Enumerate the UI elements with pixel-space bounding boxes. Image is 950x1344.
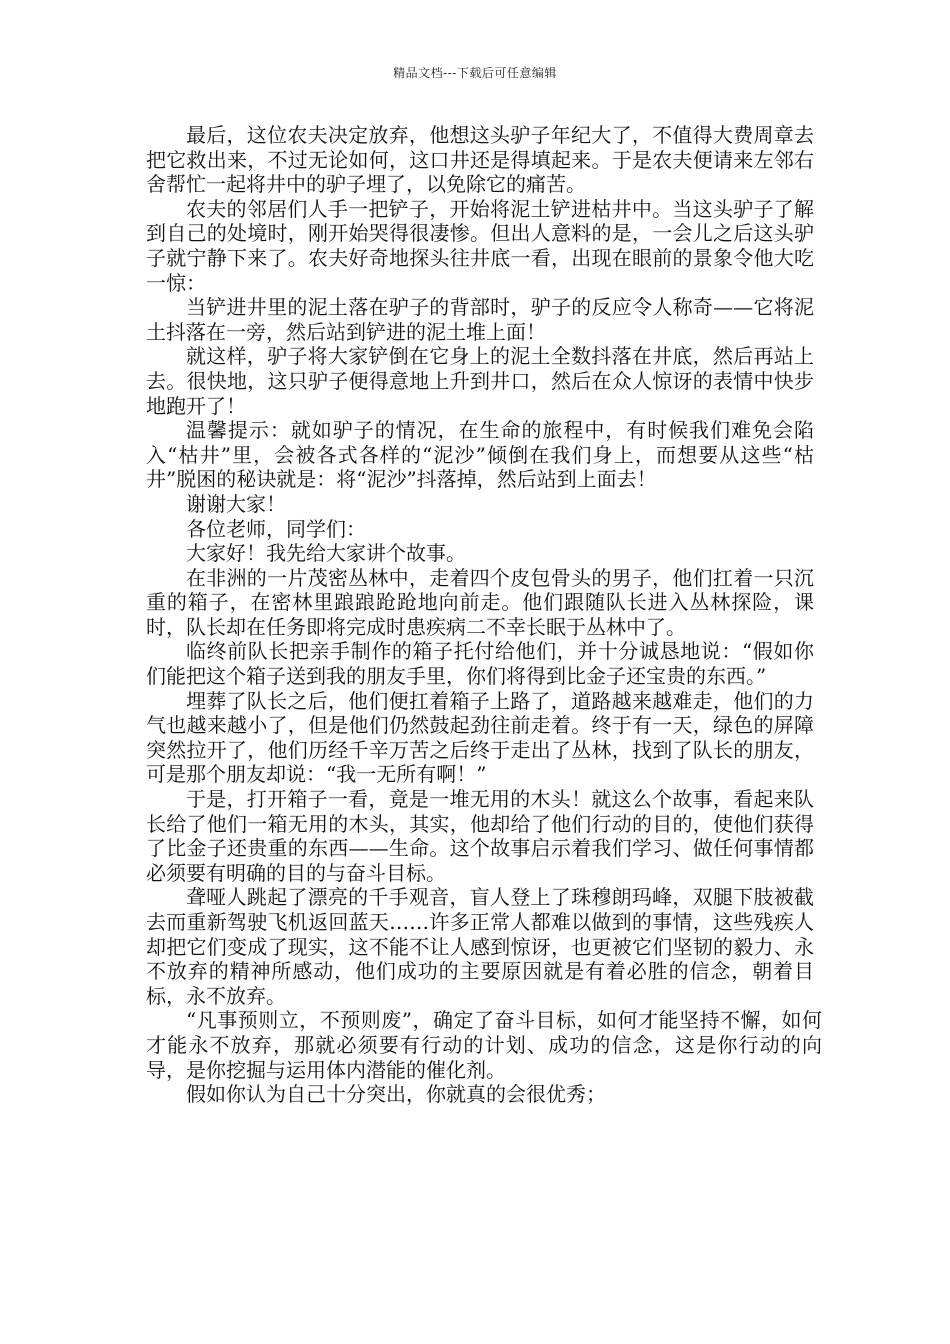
- paragraph: 聋哑人跳起了漂亮的千手观音，盲人登上了珠穆朗玛峰，双腿下肢被截去而重新驾驶飞机返回蓝天……许多正常人都难以做到的事情，这些残疾人却把它们变成了现实，这不能不让人感到惊讶，也更被它们坚韧的毅力、永不放弃的精神所感动，他们成功的主要原因就是有着必胜的信念，朝着目标，永不放弃。: [146, 885, 814, 1008]
- paragraph: 在非洲的一片茂密丛林中，走着四个皮包骨头的男子，他们扛着一只沉重的箱子，在密林里踉踉跄跄地向前走。他们跟随队长进入丛林探险，课时，队长却在任务即将完成时患疾病二不幸长眠于丛林中了。: [146, 565, 814, 639]
- paragraph: 谢谢大家！: [186, 491, 286, 516]
- paragraph: 于是，打开箱子一看，竟是一堆无用的木头！就这么个故事，看起来队长给了他们一箱无用的木头，其实，他却给了他们行动的目的，使他们获得了比金子还贵重的东西——生命。这个故事启示着我们学习、做任何事情都必须要有明确的目的与奋斗目标。: [146, 787, 814, 885]
- paragraph: 温馨提示：就如驴子的情况，在生命的旅程中，有时候我们难免会陷入“枯井”里，会被各式各样的“泥沙”倾倒在我们身上，而想要从这些“枯井”脱困的秘诀就是：将“泥沙”抖落掉，然后站到上面去！: [146, 418, 814, 492]
- paragraph: 各位老师，同学们：: [186, 516, 366, 541]
- document-body: [146, 123, 822, 1107]
- paragraph: 农夫的邻居们人手一把铲子，开始将泥土铲进枯井中。当这头驴子了解到自己的处境时，刚开始哭得很凄惨。但出人意料的是，一会儿之后这头驴子就宁静下来了。农夫好奇地探头往井底一看，出现在眼前的景象令他大吃一惊：: [146, 196, 814, 295]
- paragraph: 埋葬了队长之后，他们便扛着箱子上路了，道路越来越难走，他们的力气也越来越小了，但是他们仍然鼓起劲往前走着。终于有一天，绿色的屏障突然拉开了，他们历经千辛万苦之后终于走出了丛林，找到了队长的朋友，可是那个朋友却说：“我一无所有啊！”: [146, 688, 814, 787]
- paragraph: 假如你认为自己十分突出，你就真的会很优秀；: [186, 1082, 606, 1107]
- paragraph: “凡事预则立，不预则废”，确定了奋斗目标，如何才能坚持不懈，如何才能永不放弃，那就必须要有行动的计划、成功的信念，这是你行动的向导，是你挖掘与运用体内潜能的催化剂。: [146, 1008, 822, 1082]
- paragraph: 临终前队长把亲手制作的箱子托付给他们，并十分诚恳地说：“假如你们能把这个箱子送到我的朋友手里，你们将得到比金子还宝贵的东西。”: [146, 639, 814, 689]
- paragraph: 大家好！我先给大家讲个故事。: [186, 541, 466, 566]
- paragraph: 就这样，驴子将大家铲倒在它身上的泥土全数抖落在井底，然后再站上去。很快地，这只驴子便得意地上升到井口，然后在众人惊讶的表情中快步地跑开了！: [146, 344, 814, 418]
- page-header: 精品文档---下载后可任意编辑: [393, 66, 557, 80]
- paragraph: 当铲进井里的泥土落在驴子的背部时，驴子的反应令人称奇——它将泥土抖落在一旁，然后站到铲进的泥土堆上面！: [146, 295, 814, 344]
- paragraph: 最后，这位农夫决定放弃，他想这头驴子年纪大了，不值得大费周章去把它救出来，不过无论如何，这口井还是得填起来。于是农夫便请来左邻右舍帮忙一起将井中的驴子埋了，以免除它的痛苦。: [146, 123, 814, 197]
